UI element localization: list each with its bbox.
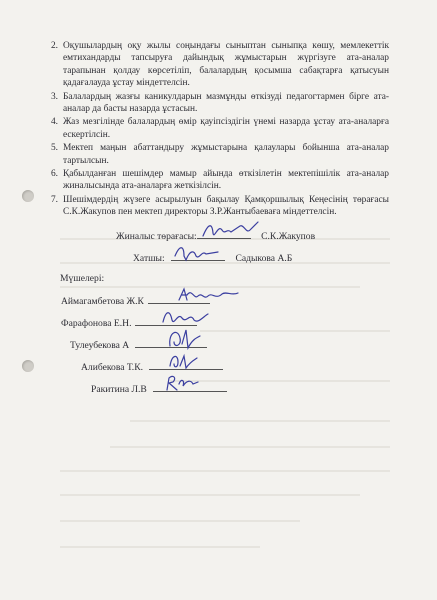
list-item-text: Қабылданған шешімдер мамыр айында өткізілетін мектепішілік ата-аналар жиналысында ата-аналарға жеткізілсін. xyxy=(63,169,389,192)
member-name: Тулеубекова А xyxy=(70,340,130,351)
show-through-line xyxy=(200,330,390,332)
show-through-line xyxy=(60,520,300,522)
list-item-text: Шешімдердің жүзеге асырылуын бақылау Қамқоршылық Кеңесінің төрағасы С.К.Жакупов пен мектеп директоры З.Р.Жантыбаеваға міндеттелсін. xyxy=(63,194,389,218)
member-name: Ракитина Л.В xyxy=(91,384,147,395)
member-signature xyxy=(166,350,200,372)
list-item xyxy=(44,168,389,193)
member-signature-line xyxy=(91,384,227,395)
list-item xyxy=(44,194,389,219)
resolution-list xyxy=(44,40,389,220)
list-item xyxy=(44,142,389,167)
member-signature-line xyxy=(81,362,223,373)
list-item-text: Балалардың жазғы каникулдарын мазмұнды өткізуді педагогтармен бірге ата-аналар да басты назарда ұстасын. xyxy=(63,91,389,115)
punch-hole xyxy=(22,360,34,372)
list-item xyxy=(44,116,389,141)
show-through-line xyxy=(60,494,360,496)
member-signature xyxy=(163,372,201,394)
member-name: Аймагамбетова Ж.К xyxy=(61,296,144,307)
secretary-signature xyxy=(172,242,222,264)
list-item-number: 6. xyxy=(50,169,58,180)
list-item-text: Жаз мезгілінде балалардың өмір қауіпсіздігін үнемі назарда ұстау ата-аналарға ескертілсін. xyxy=(63,117,389,140)
punch-hole xyxy=(22,190,34,202)
list-item-number: 3. xyxy=(50,91,58,102)
secretary-name: Садыкова А.Б xyxy=(235,253,293,264)
show-through-line xyxy=(60,470,390,472)
list-item-number: 5. xyxy=(50,143,58,154)
chair-label: Жиналыс төрағасы: xyxy=(116,231,197,242)
show-through-line xyxy=(170,380,390,382)
list-item-number: 2. xyxy=(50,41,58,51)
show-through-line xyxy=(60,546,260,548)
show-through-line xyxy=(130,420,390,422)
member-signature xyxy=(176,284,242,306)
show-through-line xyxy=(110,446,390,448)
member-name: Алибекова Т.К. xyxy=(81,362,143,373)
list-item-number: 7. xyxy=(50,194,58,205)
chair-signature xyxy=(200,218,262,244)
list-item-text: Мектеп маңын абаттандыру жұмыстарына қалаулары бойынша ата-аналар тартылсын. xyxy=(63,143,389,166)
members-heading: Мүшелері: xyxy=(60,273,105,284)
list-item-text: Оқушылардың оқу жылы соңындағы сыныптан сыныпқа көшу, мемлекеттік емтихандарды тапсыруға дайындық жұмыстарын жүргізуге ата-аналар тарапынан қолдау көрсетіліп, балалардың қосымша сабақтарға қатысуын қадағалауда ұстау міндеттелсін. xyxy=(63,41,389,89)
secretary-label: Хатшы: xyxy=(133,253,165,264)
list-item xyxy=(44,91,389,116)
member-name: Фарафонова Е.Н. xyxy=(61,318,132,329)
list-item xyxy=(44,40,389,90)
chair-name: С.К.Жакупов xyxy=(261,231,316,242)
list-item-number: 4. xyxy=(50,117,58,128)
